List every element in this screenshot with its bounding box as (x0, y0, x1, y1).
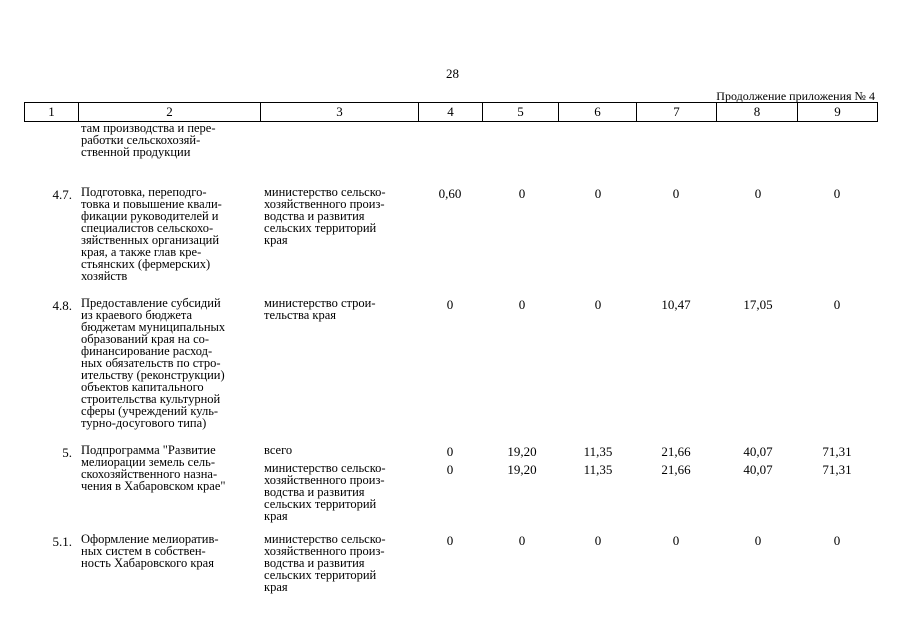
value-col-7: 0 (672, 186, 680, 201)
page-number: 28 (446, 66, 459, 81)
header-col-1: 1 (25, 103, 79, 122)
header-col-7: 7 (637, 103, 717, 122)
total-col-8: 40,07 (743, 444, 773, 459)
row-executor: министерство сельско- хозяйственного произ- водства и развития сельских территорий края (264, 185, 386, 247)
value-col-6: 0 (594, 533, 602, 548)
total-col-6: 11,35 (583, 444, 613, 459)
value-col-5: 19,20 (507, 462, 537, 477)
header-col-2: 2 (79, 103, 261, 122)
column-header-table (24, 102, 878, 122)
value-col-8: 17,05 (743, 297, 773, 312)
value-col-5: 0 (518, 297, 526, 312)
row-executor-total: всего (264, 443, 293, 457)
value-col-9: 0 (833, 297, 841, 312)
value-col-6: 0 (594, 297, 602, 312)
header-col-9: 9 (798, 103, 878, 122)
value-col-9: 0 (833, 533, 841, 548)
value-col-9: 71,31 (822, 462, 852, 477)
value-col-4: 0 (446, 533, 454, 548)
total-col-9: 71,31 (822, 444, 852, 459)
value-col-9: 0 (833, 186, 841, 201)
total-col-4: 0 (446, 444, 454, 459)
header-col-6: 6 (559, 103, 637, 122)
value-col-4: 0 (446, 462, 454, 477)
row-number: 4.8. (52, 298, 72, 313)
value-col-7: 21,66 (661, 462, 691, 477)
row-name: Предоставление субсидий из краевого бюджета бюджетам муниципальных образований края на со- финансирование расход- ных обязательств по стро- ительству (реконструкции) объектов капитального строительства культурной сферы (учреждений куль- турно-досугового типа) (81, 296, 226, 430)
row-executor: министерство строи- тельства края (264, 296, 376, 322)
value-col-6: 0 (594, 186, 602, 201)
value-col-7: 0 (672, 533, 680, 548)
row-executor: министерство сельско- хозяйственного произ- водства и развития сельских территорий края (264, 461, 386, 523)
total-col-7: 21,66 (661, 444, 691, 459)
value-col-5: 0 (518, 186, 526, 201)
value-col-4: 0,60 (438, 186, 462, 201)
value-col-5: 0 (518, 533, 526, 548)
value-col-8: 0 (754, 186, 762, 201)
row-executor: министерство сельско- хозяйственного произ- водства и развития сельских территорий края (264, 532, 386, 594)
value-col-6: 11,35 (583, 462, 613, 477)
total-col-5: 19,20 (507, 444, 537, 459)
value-col-4: 0 (446, 297, 454, 312)
row-number: 5. (62, 445, 72, 460)
value-col-8: 0 (754, 533, 762, 548)
header-col-3: 3 (261, 103, 419, 122)
header-col-5: 5 (483, 103, 559, 122)
row-name: Подпрограмма "Развитие мелиорации земель сель- скохозяйственного назна- чения в Хабаровском крае" (81, 443, 226, 493)
row-number: 4.7. (52, 187, 72, 202)
row-name: Подготовка, переподго- товка и повышение квали- фикации руководителей и специалистов сельскохо- зяйственных организаций края, а также глав кре- стьянских (фермерских) хозяйств (81, 185, 222, 283)
row-number: 5.1. (52, 534, 72, 549)
value-col-7: 10,47 (661, 297, 691, 312)
continuation-note: Продолжение приложения № 4 (716, 89, 875, 103)
row-name: там производства и пере- работки сельскохозяй- ственной продукции (81, 121, 216, 159)
row-name: Оформление мелиоратив- ных систем в собствен- ность Хабаровского края (81, 532, 219, 570)
header-col-4: 4 (419, 103, 483, 122)
header-col-8: 8 (717, 103, 798, 122)
value-col-8: 40,07 (743, 462, 773, 477)
